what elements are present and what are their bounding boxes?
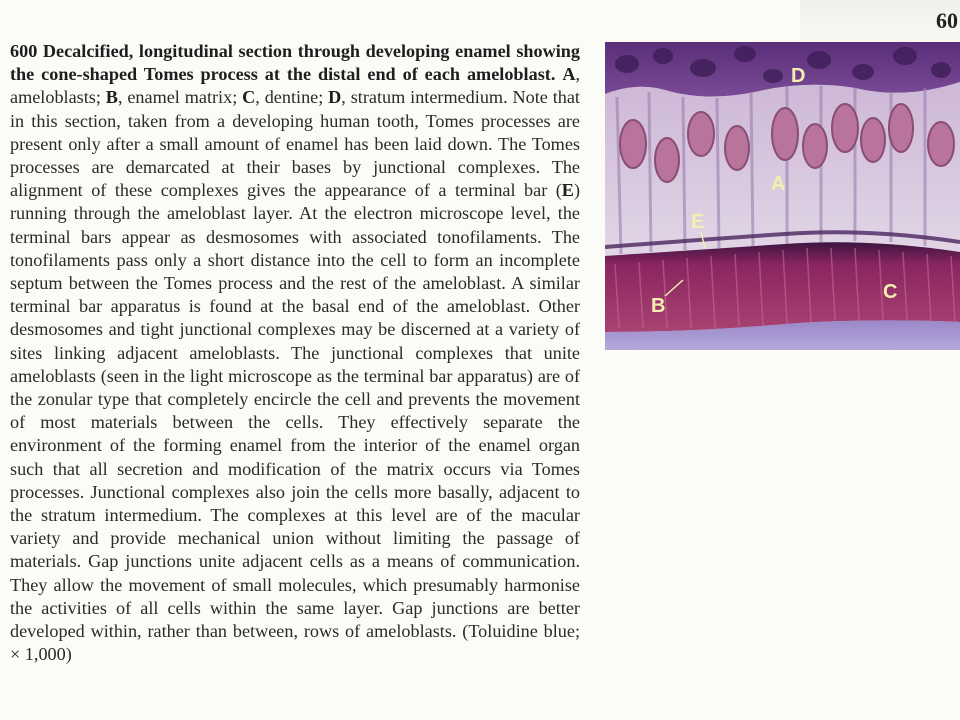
page-number: 60 xyxy=(936,8,958,33)
caption-body-part-1: Note that in this section, taken from a developing human tooth, Tomes processes are present only after a small amount of enamel has been laid down. The Tomes processes are demarcated at their bases by junctional complexes. The alignment of these complexes gives the appearance of a terminal bar ( xyxy=(10,87,580,201)
figure-caption xyxy=(10,40,580,666)
label-d: D xyxy=(791,65,806,87)
key-letter-a: A xyxy=(562,64,576,85)
micrograph-figure xyxy=(605,42,960,350)
micrograph-image xyxy=(605,42,960,350)
label-b: B xyxy=(651,295,666,317)
key-letter-d: D xyxy=(328,87,342,108)
label-e: E xyxy=(691,211,705,233)
caption-body-part-2: ) running through the ameloblast layer. At the electron microscope level, the terminal bars appear as desmosomes with associated tonofilaments. The tonofilaments pass only a short distance into the cell to form an incomplete septum between the Tomes process and the rest of the ameloblast. A similar terminal bar apparatus is found at the basal end of the ameloblast. Other desmosomes and tight junctional complexes may be discerned at a variety of sites linking adjacent ameloblasts. The junctional complexes that unite ameloblasts (seen in the light microscope as the terminal bar apparatus) are of the zonular type that completely encircle the cell and prevents the movement of most materials between the cells. They effectively separate the environment of the forming enamel from the interior of the enamel organ such that all secretion and modification of the matrix occurs via Tomes processes. Junctional complexes also join the cells more basally, adjacent to the stratum intermedium. The complexes at this level are of the macular variety and provide mechanical union without limiting the passage of materials. Gap junctions unite adjacent cells as a means of communication. They allow the movement of small molecules, which presumably harmonise the activities of all cells within the same layer. Gap junctions are better developed within, rather than between, rows of ameloblasts. (Toluidine blue; × 1,000) xyxy=(10,180,580,665)
caption-title: Decalcified, longitudinal section through developing enamel showing the cone-shaped Tomes process at the distal end of each ameloblast. xyxy=(10,41,581,85)
key-text-d: , stratum intermedium. xyxy=(341,87,508,108)
key-letter-b: B xyxy=(105,87,118,108)
key-text-a: , ameloblasts; xyxy=(10,64,580,108)
caption-number: 600 xyxy=(10,41,38,61)
body-letter-e: E xyxy=(561,180,574,201)
key-letter-c: C xyxy=(242,87,256,108)
key-text-c: , dentine; xyxy=(255,87,329,108)
key-text-b: , enamel matrix; xyxy=(117,87,243,108)
label-c: C xyxy=(883,281,898,303)
caption-paragraph xyxy=(10,40,580,666)
label-a: A xyxy=(771,173,786,195)
